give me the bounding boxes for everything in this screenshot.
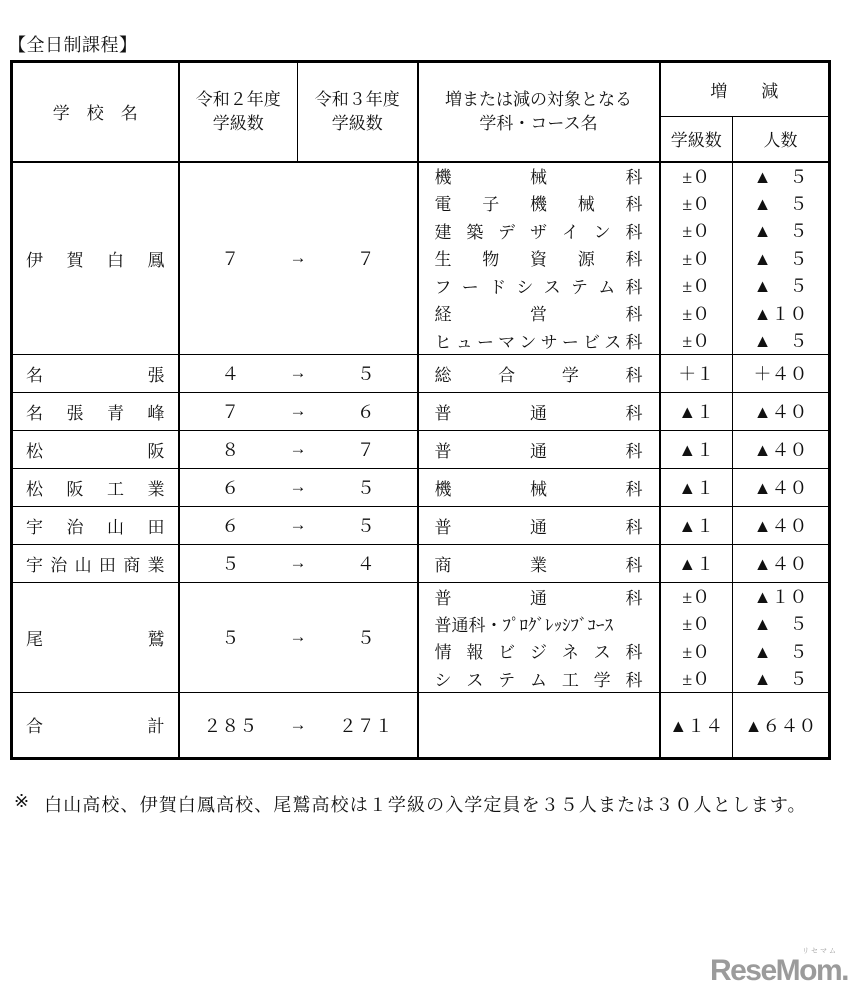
department-cell (418, 637, 660, 665)
header-change-classes: 学級数 (660, 117, 733, 162)
classes-after: ５ (356, 364, 375, 384)
class-count-transition (180, 398, 417, 424)
department-name: フ ー ド シ ス テ ム 科 (434, 277, 643, 297)
department-cell (418, 665, 660, 693)
classes-after: ５ (356, 628, 375, 648)
class-change-cell: ▲１ (660, 544, 733, 582)
department-name: シ ス テ ム 工 学 科 (434, 670, 643, 690)
department-cell (418, 272, 660, 300)
table-row (12, 506, 830, 544)
department-cell (418, 506, 660, 544)
department-cell (418, 468, 660, 506)
department-cell (418, 217, 660, 245)
classes-after: ２７１ (338, 715, 393, 736)
header-row-1 (12, 62, 830, 117)
department-cell (418, 582, 660, 610)
arrow-right-icon: → (289, 515, 307, 534)
department-name: ヒ ュ ー マ ン サ ー ビ ス 科 (434, 332, 643, 352)
department-name: 普 通 科 (434, 517, 643, 537)
total-people-change-cell: ▲６４０ (733, 692, 830, 758)
people-change-cell: ▲４０ (733, 544, 830, 582)
header-school-name: 学 校 名 (52, 104, 138, 124)
classes-before: ６ (221, 478, 240, 498)
class-change-cell: ±０ (660, 272, 733, 300)
logo-ruby-text: リセマム (802, 948, 838, 955)
class-change-cell: ±０ (660, 162, 733, 190)
department-cell (418, 354, 660, 392)
class-change-cell: ±０ (660, 637, 733, 665)
arrow-right-icon: → (289, 439, 307, 458)
people-change-cell: ▲ ５ (733, 162, 830, 190)
classes-before: ５ (221, 628, 240, 648)
arrow-right-icon: → (289, 714, 307, 734)
footnote-marker: ※ (14, 791, 30, 811)
school-name-cell (12, 582, 179, 692)
class-count-transition (180, 360, 417, 386)
people-change-cell: ▲４０ (733, 468, 830, 506)
department-name: 生 物 資 源 科 (434, 250, 643, 270)
classes-before: ７ (221, 402, 240, 422)
logo-wordmark: ReseMom. (709, 954, 848, 987)
table-row (12, 468, 830, 506)
school-name: 宇 治 山 田 商 業 (26, 555, 165, 575)
class-count-transition (180, 712, 417, 738)
class-count-transition-cell (179, 544, 418, 582)
school-name-cell (12, 468, 179, 506)
school-name-cell (12, 506, 179, 544)
arrow-right-icon: → (289, 627, 307, 646)
total-class-change-cell: ▲１４ (660, 692, 733, 758)
department-cell (418, 544, 660, 582)
department-name: 普 通 科 (434, 403, 643, 423)
class-count-transition (180, 512, 417, 538)
table-row (12, 354, 830, 392)
people-change-cell: ▲４０ (733, 392, 830, 430)
table-row (12, 430, 830, 468)
people-change-cell: ▲ ５ (733, 665, 830, 693)
people-change-cell: ▲ ５ (733, 272, 830, 300)
school-name: 松 阪 工 業 (26, 479, 165, 499)
class-count-transition-cell (179, 468, 418, 506)
arrow-right-icon: → (289, 477, 307, 496)
people-change-cell: ▲４０ (733, 430, 830, 468)
class-change-cell: ▲１ (660, 506, 733, 544)
section-title: 【全日制課程】 (8, 35, 138, 55)
class-count-transition (180, 474, 417, 500)
header-r3-line2: 学級数 (331, 113, 383, 133)
total-row (12, 692, 830, 758)
classes-after: ５ (356, 516, 375, 536)
header-department (418, 62, 660, 162)
class-count-transition-cell (179, 392, 418, 430)
class-change-cell: ±０ (660, 665, 733, 693)
class-count-transition (180, 436, 417, 462)
total-label-cell (12, 692, 179, 758)
school-name: 松 阪 (26, 441, 165, 461)
department-cell (418, 299, 660, 327)
header-r3-classes (298, 62, 418, 162)
classes-after: ４ (356, 554, 375, 574)
class-change-cell: ±０ (660, 582, 733, 610)
arrow-right-icon: → (289, 363, 307, 382)
class-count-transition-cell (179, 430, 418, 468)
class-change-cell: ＋１ (660, 354, 733, 392)
class-change-cell: ▲１ (660, 468, 733, 506)
class-change-cell: ▲１ (660, 430, 733, 468)
classes-after: ７ (356, 440, 375, 460)
department-name: 機 械 科 (434, 168, 643, 188)
class-change-cell: ±０ (660, 610, 733, 638)
people-change-cell: ▲ ５ (733, 189, 830, 217)
class-count-transition-cell (179, 692, 418, 758)
arrow-right-icon: → (289, 401, 307, 420)
people-change-cell: ▲１０ (733, 299, 830, 327)
people-change-cell: ▲ ５ (733, 327, 830, 355)
class-count-transition-cell (179, 354, 418, 392)
people-change-cell: ▲ ５ (733, 244, 830, 272)
classes-before: ８ (221, 440, 240, 460)
class-change-cell: ±０ (660, 217, 733, 245)
people-change-cell: ▲ ５ (733, 610, 830, 638)
department-name: 情 報 ビ ジ ネ ス 科 (434, 643, 643, 663)
department-cell (418, 610, 660, 638)
class-change-cell: ±０ (660, 299, 733, 327)
classes-before: ６ (221, 516, 240, 536)
header-r2-line1: 令和２年度 (195, 89, 281, 109)
class-count-transition (180, 624, 417, 650)
table-row (12, 162, 830, 190)
department-cell (418, 189, 660, 217)
classes-after: ７ (356, 249, 375, 269)
people-change-cell: ▲ ５ (733, 637, 830, 665)
footnote-text: 白山高校、伊賀白鳳高校、尾鷲高校は１学級の入学定員を３５人または３０人とします。 (44, 795, 807, 815)
header-department-line2: 学科・コース名 (479, 113, 598, 133)
classes-before: ７ (221, 249, 240, 269)
people-change-cell: ▲ ５ (733, 217, 830, 245)
header-r2-classes (179, 62, 298, 162)
class-count-transition-cell (179, 582, 418, 692)
arrow-right-icon: → (289, 248, 307, 267)
total-label: 合 計 (26, 717, 165, 736)
school-name-cell (12, 430, 179, 468)
table-row (12, 392, 830, 430)
class-change-cell: ±０ (660, 327, 733, 355)
department-cell (418, 327, 660, 355)
arrow-right-icon: → (289, 553, 307, 572)
classes-before: ５ (221, 554, 240, 574)
header-department-line1: 増または減の対象となる (445, 89, 632, 109)
table-row (12, 544, 830, 582)
people-change-cell: ▲１０ (733, 582, 830, 610)
people-change-cell: ＋４０ (733, 354, 830, 392)
department-name: 普通科・ﾌﾟﾛｸﾞﾚｯｼﾌﾞｺｰｽ (434, 615, 613, 635)
department-name: 総 合 学 科 (434, 365, 643, 385)
header-change-people: 人数 (733, 117, 830, 162)
department-name: 経 営 科 (434, 305, 643, 325)
department-name: 普 通 科 (434, 441, 643, 461)
class-change-cell: ▲１ (660, 392, 733, 430)
school-name-cell (12, 392, 179, 430)
department-cell-empty (418, 692, 660, 758)
department-cell (418, 244, 660, 272)
department-name: 電 子 機 械 科 (434, 195, 643, 215)
school-name: 名 張 (26, 365, 165, 385)
class-change-cell: ±０ (660, 244, 733, 272)
header-r3-line1: 令和３年度 (314, 89, 400, 109)
school-name: 名 張 青 峰 (26, 403, 165, 423)
department-cell (418, 430, 660, 468)
footnote (14, 791, 850, 817)
class-count-transition-cell (179, 162, 418, 355)
classes-after: ６ (356, 402, 375, 422)
header-increase-decrease: 増 減 (660, 62, 830, 117)
school-name: 伊 賀 白 鳳 (26, 250, 165, 270)
table-header (12, 62, 830, 162)
classes-before: ４ (221, 364, 240, 384)
school-name-cell (12, 354, 179, 392)
classes-after: ５ (356, 478, 375, 498)
school-name-cell (12, 162, 179, 355)
school-name: 宇 治 山 田 (26, 517, 165, 537)
department-name: 普 通 科 (434, 588, 643, 608)
school-name-cell (12, 544, 179, 582)
people-change-cell: ▲４０ (733, 506, 830, 544)
class-change-cell: ±０ (660, 189, 733, 217)
class-count-transition (180, 245, 417, 271)
department-name: 機 械 科 (434, 479, 643, 499)
classes-before: ２８５ (203, 715, 258, 736)
school-name: 尾 鷲 (26, 629, 165, 649)
resemom-logo (710, 948, 848, 986)
header-r2-line2: 学級数 (212, 113, 264, 133)
table-body (12, 162, 830, 759)
course-table (10, 60, 831, 760)
class-count-transition-cell (179, 506, 418, 544)
table-row (12, 582, 830, 610)
department-name: 建 築 デ ザ イ ン 科 (434, 222, 643, 242)
department-cell (418, 392, 660, 430)
department-name: 商 業 科 (434, 555, 643, 575)
department-cell (418, 162, 660, 190)
class-count-transition (180, 550, 417, 576)
